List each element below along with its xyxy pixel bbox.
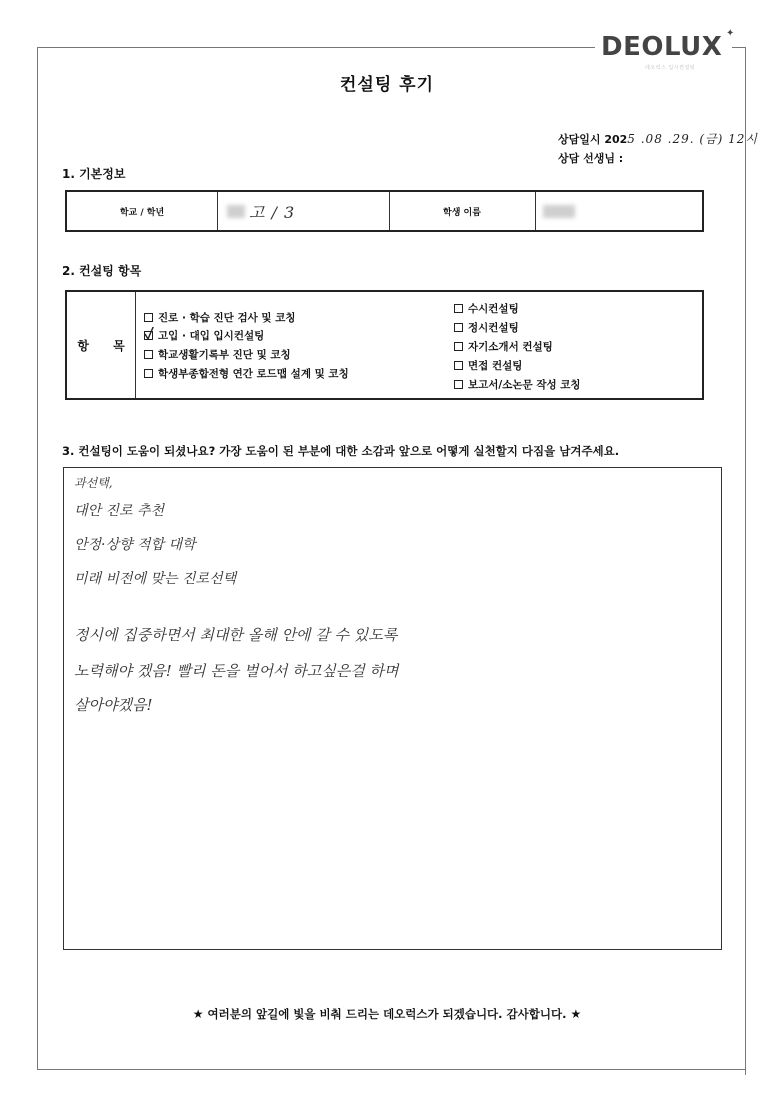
checkbox-unchecked[interactable] xyxy=(454,361,463,370)
check-mark-icon xyxy=(144,327,156,341)
item-susi: 수시컨설팅 xyxy=(454,301,519,316)
table-divider xyxy=(135,292,136,398)
date-handwritten: 5 .08 .29. (금) 12시 xyxy=(627,132,758,146)
answer-line: 안정·상향 적합 대학 xyxy=(74,537,196,553)
checkbox-unchecked[interactable] xyxy=(454,323,463,332)
page-border-bottom xyxy=(37,1069,746,1070)
redacted-student-name xyxy=(543,205,575,218)
student-name-label: 학생 이름 xyxy=(443,207,481,218)
answer-line: 살아야겠음! xyxy=(74,696,153,714)
redacted-school-name xyxy=(227,205,245,218)
checkbox-unchecked[interactable] xyxy=(144,313,153,322)
document-title: 컨설팅 후기 xyxy=(339,75,435,95)
date-label: 상담일시 202 xyxy=(558,133,628,146)
sparkle-icon: ✦ xyxy=(726,28,735,39)
school-grade-label: 학교 / 학년 xyxy=(119,207,165,218)
star-icon: ★ xyxy=(192,1007,204,1021)
logo-subtitle: 데오럭스 입시컨설팅 xyxy=(645,65,696,71)
table-divider xyxy=(217,192,218,230)
footer-message xyxy=(0,1006,774,1022)
section-basic-info-title: 1. 기본정보 xyxy=(62,167,126,181)
page-border-left xyxy=(37,47,38,1070)
answer-line: 미래 비전에 맞는 진로선택 xyxy=(74,571,237,587)
student-name-value xyxy=(543,192,693,230)
checkbox-unchecked[interactable] xyxy=(144,369,153,378)
basic-info-table xyxy=(65,190,704,232)
feedback-question: 3. 컨설팅이 도움이 되셨나요? 가장 도움이 된 부분에 대한 소감과 앞으로 어떻게 실천할지 다짐을 남겨주세요. xyxy=(62,444,620,458)
item-school-record: 학교생활기록부 진단 및 코칭 xyxy=(144,347,291,362)
item-career-diagnosis: 진로 · 학습 진단 검사 및 코칭 xyxy=(144,310,296,325)
answer-line: 정시에 집중하면서 최대한 올해 안에 갈 수 있도록 xyxy=(74,626,398,644)
item-jeongsi: 정시컨설팅 xyxy=(454,320,519,335)
answer-line: 노력해야 겠음! 빨리 돈을 벌어서 하고싶은걸 하며 xyxy=(74,662,399,680)
consultation-date xyxy=(558,130,758,147)
item-report: 보고서/소논문 작성 코칭 xyxy=(454,377,581,392)
page-border-top-right xyxy=(732,47,746,48)
school-grade-handwritten: 고 / 3 xyxy=(249,202,296,222)
page-border-right xyxy=(745,47,746,1075)
items-row-label: 항 목 xyxy=(77,338,135,353)
checkbox-unchecked[interactable] xyxy=(454,380,463,389)
counselor-label: 상담 선생님 : xyxy=(558,152,624,165)
answer-line: 대안 진로 추천 xyxy=(74,503,165,519)
page-border-top xyxy=(37,47,595,48)
answer-line: 과선택, xyxy=(74,476,113,490)
item-roadmap: 학생부종합전형 연간 로드맵 설계 및 코칭 xyxy=(144,366,349,381)
deolux-logo xyxy=(601,28,735,71)
star-icon: ★ xyxy=(570,1007,582,1021)
checkbox-unchecked[interactable] xyxy=(454,342,463,351)
item-self-intro: 자기소개서 컨설팅 xyxy=(454,339,553,354)
checkbox-unchecked[interactable] xyxy=(144,350,153,359)
feedback-answer-box[interactable] xyxy=(63,467,722,950)
checkbox-unchecked[interactable] xyxy=(454,304,463,313)
consulting-items-table xyxy=(65,290,704,400)
school-grade-value xyxy=(227,192,377,230)
table-divider xyxy=(535,192,536,230)
item-interview: 면접 컨설팅 xyxy=(454,358,522,373)
footer-text: 여러분의 앞길에 빛을 비춰 드리는 데오럭스가 되겠습니다. 감사합니다. xyxy=(207,1007,567,1021)
logo-wordmark: DEOLUX xyxy=(601,32,723,62)
checkbox-checked[interactable] xyxy=(144,331,153,340)
section-consulting-items-title: 2. 컨설팅 항목 xyxy=(62,264,142,278)
item-admission-consulting: 고입 · 대입 입시컨설팅 xyxy=(144,328,264,343)
